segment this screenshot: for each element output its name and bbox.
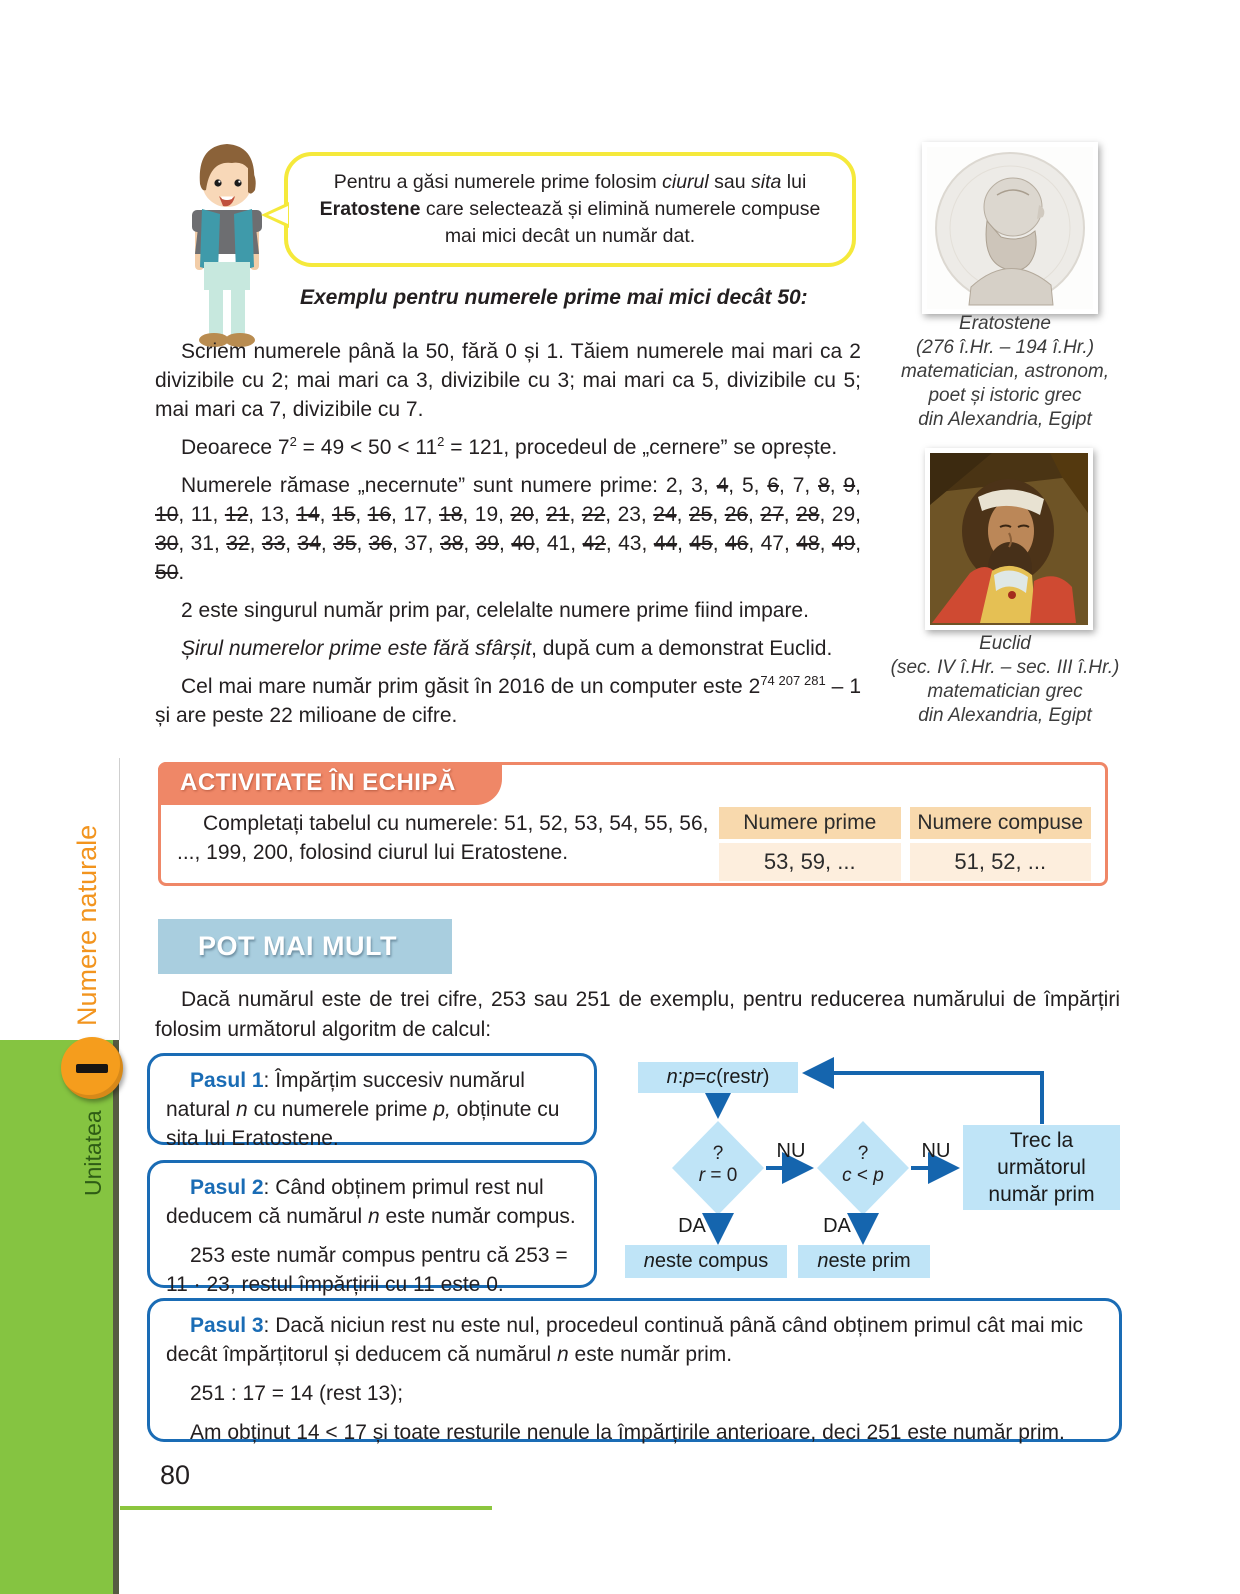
flow-next-prime-box: Trec la următorul număr prim xyxy=(963,1125,1120,1210)
flow-yes-label-1: DA xyxy=(678,1215,706,1237)
paragraph-largest-prime: Cel mai mare număr prim găsit în 2016 de un computer este $2^{74 207 281} - 1$ și are peste 22 milioane de cifre. xyxy=(155,673,861,727)
paragraph-because: Deoarece $7^2 = 49 < 50 < 11^2 = 121$, procedeul de „cernere” se oprește. xyxy=(181,434,838,459)
boy-illustration-svg xyxy=(162,130,292,350)
example-heading: Exemplu pentru numerele prime mai mici decât 50: xyxy=(300,286,808,309)
team-activity-header: ACTIVITATE ÎN ECHIPĂ xyxy=(158,762,502,805)
paragraph-endless-primes: Șirul numerelor prime este fără sfârșit, după cum a demonstrat Euclid. xyxy=(181,637,833,660)
step-3-label: Pasul 3 xyxy=(190,1314,264,1337)
step-1-text: Pasul 1: Împărțim succesiv numărul natural n cu numerele prime p, obținute cu sita lui Eratostene. xyxy=(166,1069,560,1150)
paragraph-remaining-primes: Numerele rămase „necernute” sunt numere prime: 2, 3, 4, 5, 6, 7, 8, 9, 10, 11, 12, 13, 14, 15, 16, 17, 18, 19, 20, 21, 22, 23, 24, 25, 26, 27, 28, 29, 30, 31, 32, 33, 34, 35, 36, 37, 38, 39, 40, 41, 42, 43, 44, 45, 46, 47, 48, 49, 50. xyxy=(155,474,862,584)
table-cell-primes: 53, 59, ... xyxy=(719,843,901,881)
euclid-caption-line: matematician grec xyxy=(927,681,1083,702)
flow-decision-1-q: ? xyxy=(712,1143,724,1164)
flow-decision-2-q: ? xyxy=(857,1143,869,1164)
team-activity-text: Completați tabelul cu numerele: 51, 52, 53, 54, 55, 56, ..., 199, 200, folosind ciurul lui Eratostene. xyxy=(177,812,709,864)
euclid-portrait xyxy=(925,448,1093,630)
eratosthenes-engraving xyxy=(927,147,1093,309)
flow-prime-box: n este prim xyxy=(798,1245,930,1278)
step-3-example-2: Am obținut 14 < 17 și toate resturile nenule la împărțirile anterioare, deci 251 este număr prim. xyxy=(190,1421,1065,1444)
sidebar-unit-label: Unitatea xyxy=(80,1110,106,1196)
flow-yes-label-2: DA xyxy=(823,1215,851,1237)
euclid-caption-line: (sec. IV î.Hr. – sec. III î.Hr.) xyxy=(890,657,1120,678)
flow-no-label-1: NU xyxy=(776,1140,806,1162)
step-1-label: Pasul 1 xyxy=(190,1069,264,1092)
speech-bubble-tail xyxy=(261,202,289,228)
footer-green-rule xyxy=(120,1506,492,1510)
paragraph-write-numbers: Scriem numerele până la 50, fără 0 și 1. Tăiem numerele mai mari ca 2 divizibile cu 2; mai mari ca 3, divizibile cu 3; mai mari ca 5, divizibile cu 5; mai mari ca 7, divizibile cu 7. xyxy=(155,340,861,421)
flow-composite-box: n este compus xyxy=(625,1245,787,1278)
student-character-illustration xyxy=(162,130,292,350)
paragraph-even-prime: 2 este singurul număr prim par, celelalte numere prime fiind impare. xyxy=(181,599,809,622)
step-2-text: Pasul 2: Când obținem primul rest nul deducem că numărul n este număr compus. xyxy=(166,1176,576,1228)
eratosthenes-caption-line: poet și istoric grec xyxy=(928,385,1082,406)
flow-decision-2-text xyxy=(823,1143,903,1187)
speech-bubble xyxy=(284,152,856,267)
step-3-box xyxy=(147,1298,1122,1442)
flow-decision-1-cond: r = 0 xyxy=(698,1165,738,1186)
step-3-example-1: 251 : 17 = 14 (rest 13); xyxy=(190,1382,404,1405)
eratosthenes-portrait xyxy=(922,142,1098,314)
unit-number-roman-numeral xyxy=(76,1064,108,1073)
team-activity-box xyxy=(158,762,1108,886)
unit-number-badge xyxy=(61,1037,123,1099)
flow-decision-2-cond: c < p xyxy=(842,1165,884,1186)
euclid-caption-line: din Alexandria, Egipt xyxy=(918,705,1092,726)
euclid-painting xyxy=(930,453,1088,625)
eratosthenes-caption-line: din Alexandria, Egipt xyxy=(918,409,1092,430)
flow-no-label-2: NU xyxy=(921,1140,951,1162)
pot-mai-mult-header: POT MAI MULT xyxy=(158,919,452,974)
eratosthenes-caption-line: (276 î.Hr. – 194 î.Hr.) xyxy=(915,337,1095,358)
sidebar-chapter-label: Numere naturale xyxy=(72,824,102,1026)
step-3-text: Pasul 3: Dacă niciun rest nu este nul, procedeul continuă până când obținem primul cât mai mic decât împărțitorul și deducem că numărul n este număr prim. xyxy=(166,1314,1083,1366)
pot-mai-mult-intro: Dacă numărul este de trei cifre, 253 sau 251 de exemplu, pentru reducerea numărului de împărțiri folosim următorul algoritm de calcul: xyxy=(155,988,1120,1041)
step-1-box xyxy=(147,1053,597,1150)
table-header-primes: Numere prime xyxy=(719,807,901,839)
eratosthenes-caption-line: matematician, astronom, xyxy=(900,361,1110,382)
eratosthenes-name: Eratostene xyxy=(959,313,1051,334)
step-2-label: Pasul 2 xyxy=(190,1176,264,1199)
step-2-example: 253 este număr compus pentru că 253 = 11 · 23, restul împărțirii cu 11 este 0. xyxy=(166,1244,568,1296)
euclid-caption xyxy=(880,632,1130,728)
euclid-name: Euclid xyxy=(979,633,1031,654)
eratosthenes-caption xyxy=(880,312,1130,432)
prime-algorithm-flowchart xyxy=(620,1055,1125,1290)
table-cell-composites: 51, 52, ... xyxy=(910,843,1092,881)
flow-decision-1-text xyxy=(678,1143,758,1187)
step-2-box xyxy=(147,1160,597,1296)
speech-bubble-text: Pentru a găsi numerele prime folosim ciurul sau sita lui Eratostene care selectează și elimină numerele compuse mai mici decât un număr dat. xyxy=(319,171,821,247)
sidebar-divider-line xyxy=(119,758,120,1040)
page-number: 80 xyxy=(160,1460,191,1490)
flow-start-box: n : p = c (rest r ) xyxy=(638,1062,798,1093)
table-header-composites: Numere compuse xyxy=(910,807,1092,839)
activity-table xyxy=(719,807,1091,881)
main-text-column xyxy=(155,337,861,739)
